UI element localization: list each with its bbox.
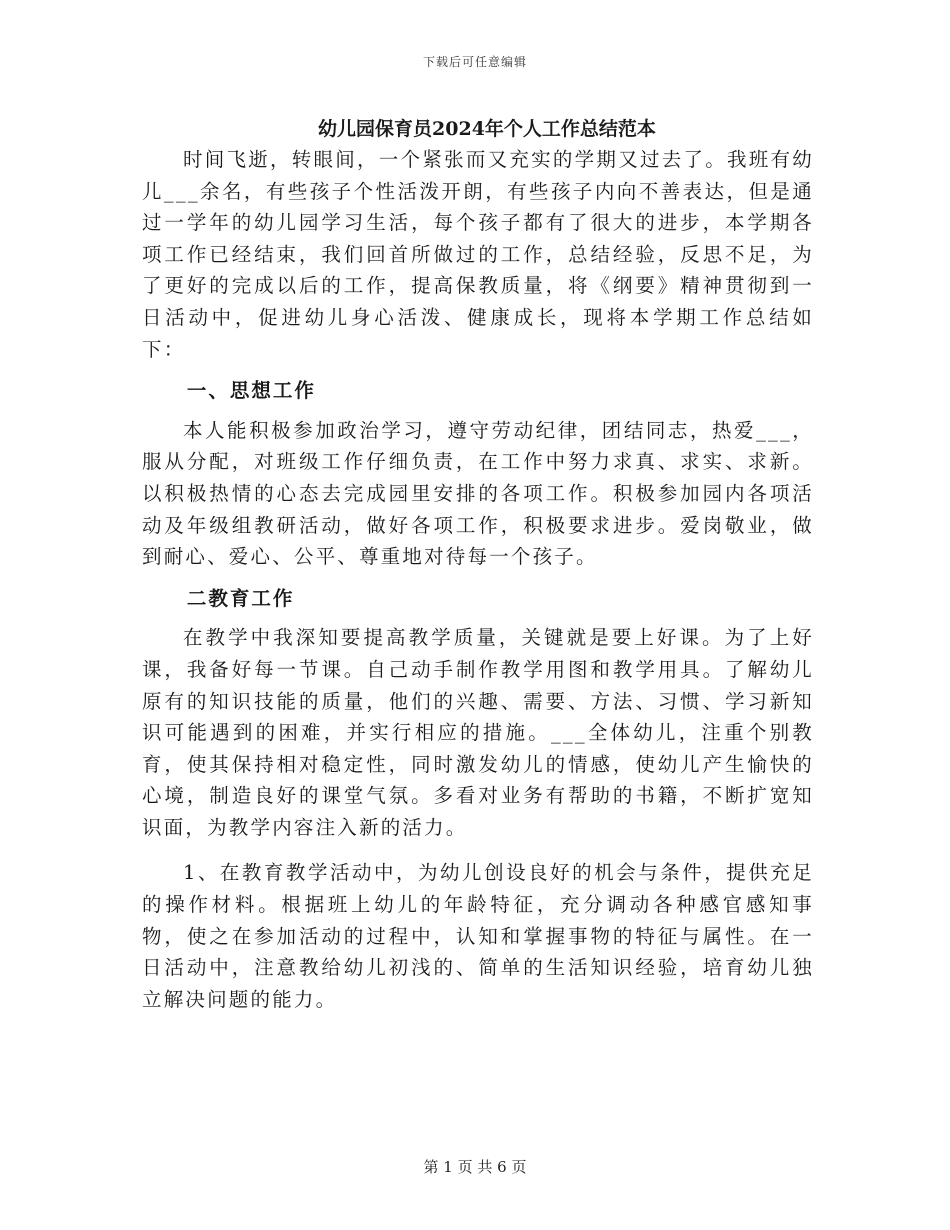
page-header-note: 下载后可任意编辑 — [422, 55, 527, 69]
document-body — [142, 114, 814, 1015]
numbered-item-1: 1、在教育教学活动中，为幼儿创设良好的机会与条件，提供充足的操作材料。根据班上幼儿的年龄特征，充分调动各种感官感知事物，使之在参加活动的过程中，认知和掌握事物的特征与属性。在一日活动中，注意教给幼儿初浅的、简单的生活知识经验，培育幼儿独立解决问题的能力。 — [142, 861, 814, 1011]
page-number-footer: 第 1 页 共 6 页 — [423, 1158, 527, 1176]
section-heading-education: 二教育工作 — [186, 586, 295, 610]
document-title: 幼儿园保育员2024年个人工作总结范本 — [318, 118, 656, 140]
section-body-education: 在教学中我深知要提高教学质量，关键就是要上好课。为了上好课，我备好每一节课。自己动手制作教学用图和教学用具。了解幼儿原有的知识技能的质量，他们的兴趣、需要、方法、习惯、学习新知识可能遇到的困难，并实行相应的措施。___全体幼儿，注重个别教育，使其保持相对稳定性，同时激发幼儿的情感，使幼儿产生愉快的心境，制造良好的课堂气氛。多看对业务有帮助的书籍，不断扩宽知识面，为教学内容注入新的活力。 — [142, 626, 814, 839]
section-body-thought: 本人能积极参加政治学习，遵守劳动纪律，团结同志，热爱___，服从分配，对班级工作仔细负责，在工作中努力求真、求实、求新。以积极热情的心态去完成园里安排的各项工作。积极参加园内各项活动及年级组教研活动，做好各项工作，积极要求进步。爱岗敬业，做到耐心、爱心、公平、尊重地对待每一个孩子。 — [142, 418, 814, 569]
section-heading-thought: 一、思想工作 — [186, 379, 316, 403]
intro-paragraph: 时间飞逝，转眼间，一个紧张而又充实的学期又过去了。我班有幼儿___余名，有些孩子个性活泼开朗，有些孩子内向不善表达，但是通过一学年的幼儿园学习生活，每个孩子都有了很大的进步，本学期各项工作已经结束，我们回首所做过的工作，总结经验，反思不足，为了更好的完成以后的工作，提高保教质量，将《纲要》精神贯彻到一日活动中，促进幼儿身心活泼、健康成长，现将本学期工作总结如下： — [142, 148, 814, 361]
